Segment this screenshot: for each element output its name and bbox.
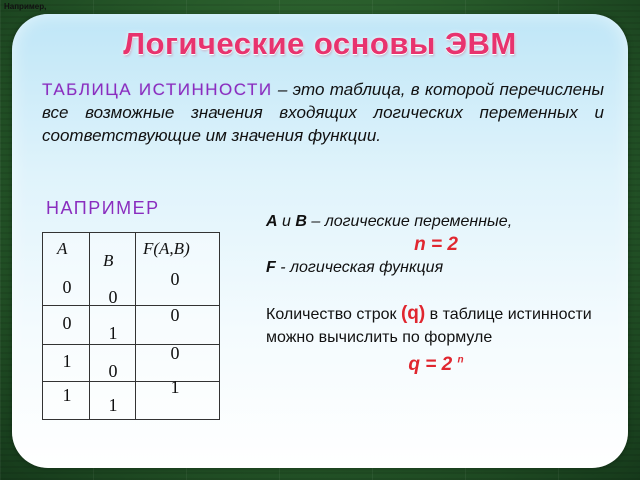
variable-b: B xyxy=(295,213,307,230)
table-column-divider xyxy=(89,233,90,419)
definition-paragraph xyxy=(42,78,604,147)
page-caption: Например, xyxy=(4,2,47,11)
truth-table xyxy=(42,232,220,420)
table-cell: 0 xyxy=(62,277,72,297)
table-cell: 1 xyxy=(170,377,180,397)
n-formula: n = 2 xyxy=(414,234,458,255)
variables-and: и xyxy=(277,213,296,230)
table-cell: 0 xyxy=(62,313,72,333)
rows-count-after: в таблице истинности можно вычислить по формуле xyxy=(266,306,592,346)
rows-count-q: (q) xyxy=(400,303,426,324)
table-header-cell: B xyxy=(103,251,114,270)
table-header-cell: A xyxy=(57,239,68,258)
table-cell: 1 xyxy=(62,385,72,405)
rows-count-before: Количество строк xyxy=(266,306,401,323)
function-description: - логическая функция xyxy=(275,259,444,276)
example-heading: НАПРИМЕР xyxy=(46,198,160,218)
rows-count-paragraph xyxy=(266,302,606,349)
definition-text: – это таблица, в которой перечислены все возможные значения входящих логических переменных и соответствующие им значения функции. xyxy=(42,80,604,145)
variables-line xyxy=(266,210,606,233)
table-cell: 0 xyxy=(170,343,180,363)
q-formula-exponent: n xyxy=(457,354,464,366)
table-cell: 0 xyxy=(170,269,180,289)
table-cell: 1 xyxy=(62,351,72,371)
q-formula-base: q = 2 xyxy=(408,354,458,375)
table-cell: 1 xyxy=(108,323,118,343)
function-line xyxy=(266,256,606,279)
table-header-cell: F(A,B) xyxy=(143,239,190,258)
table-column-divider xyxy=(135,233,136,419)
variable-a: A xyxy=(266,213,278,230)
info-block xyxy=(266,210,606,376)
variables-description: – логические переменные, xyxy=(306,213,513,230)
spacer xyxy=(266,279,606,302)
table-cell: 1 xyxy=(108,395,118,415)
slide-title: Логические основы ЭВМ xyxy=(123,26,517,61)
table-cell: 0 xyxy=(108,361,118,381)
q-formula xyxy=(266,353,606,376)
definition-term: ТАБЛИЦА ИСТИННОСТИ xyxy=(42,80,273,99)
table-cell: 0 xyxy=(108,287,118,307)
function-f: F xyxy=(266,259,276,276)
table-cell: 0 xyxy=(170,305,180,325)
